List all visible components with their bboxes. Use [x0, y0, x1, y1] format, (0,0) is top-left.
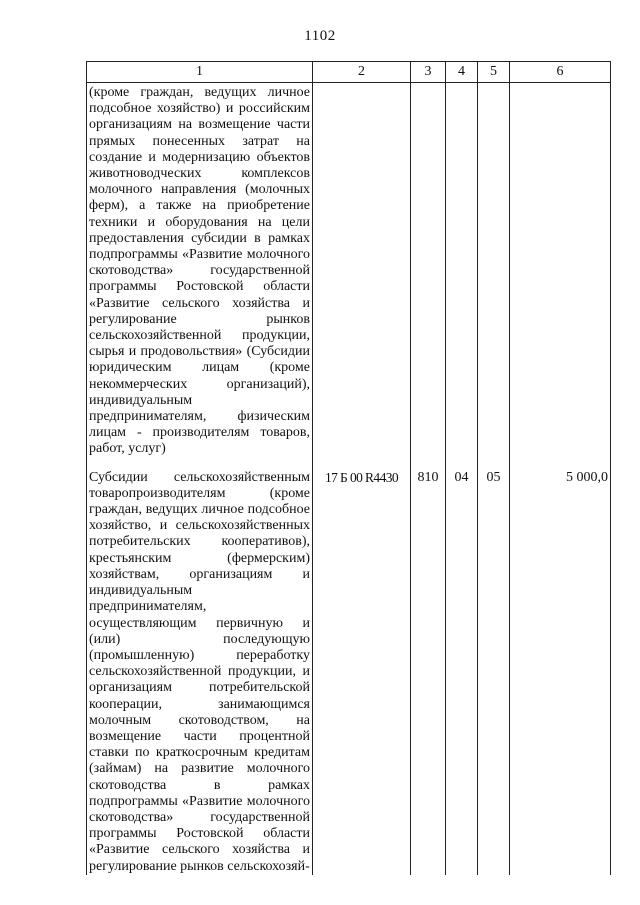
- row-description-cell: [87, 83, 313, 470]
- row-target-code: [313, 83, 411, 470]
- row-section: 04: [446, 470, 478, 875]
- budget-table: [86, 61, 611, 875]
- row-amount: 5 000,0: [510, 470, 611, 875]
- row-section: [446, 83, 478, 470]
- page-number: 1102: [304, 28, 336, 44]
- table-row: [87, 83, 611, 470]
- table-header: [87, 62, 611, 83]
- column-header-4: 4: [446, 62, 478, 83]
- column-header-2: 2: [313, 62, 411, 83]
- row-subsection: [478, 83, 510, 470]
- table-row: [87, 470, 611, 875]
- row-description-cell: [87, 470, 313, 875]
- column-header-3: 3: [411, 62, 446, 83]
- row-expense-type: [411, 83, 446, 470]
- row-target-code: 17 Б 00 R4430: [313, 470, 411, 875]
- row-expense-type: 810: [411, 470, 446, 875]
- row-subsection: 05: [478, 470, 510, 875]
- column-header-5: 5: [478, 62, 510, 83]
- row-description: Субсидии сельскохозяйственным товаропроизводителям (кроме граждан, ведущих личное подсобное хозяйство, и сельскохозяйственных потребительских кооперативов), крестьянским (фермерским) хозяйствам, организациям и индивидуальным предпринимателям, осуществляющим первичную и (или) последующую (промышленную) переработку сельскохозяйственной продукции, и организациям потребительской кооперации, занимающимся молочным скотоводством, на возмещение части процентной ставки по краткосрочным кредитам (займам) на развитие молочного скотоводства в рамках подпрограммы «Развитие молочного скотоводства» государственной программы Ростовской области «Развитие сельского хозяйства и регулирование рынков сельскохозяй-: [89, 469, 310, 874]
- row-amount: [510, 83, 611, 470]
- column-header-1: 1: [87, 62, 313, 83]
- row-description: (кроме граждан, ведущих личное подсобное хозяйство) и российским организациям на возмещение части прямых понесенных затрат на создание и модернизацию объектов животноводческих комплексов молочного направления (молочных ферм), а также на приобретение техники и оборудования на цели предоставления субсидии в рамках подпрограммы «Развитие молочного скотоводства» государственной программы Ростовской области «Развитие сельского хозяйства и регулирование рынков сельскохозяйственной продукции, сырья и продовольствия» (Субсидии юридическим лицам (кроме некоммерческих организаций), индивидуальным предпринимателям, физическим лицам - производителям товаров, работ, услуг): [89, 85, 310, 457]
- column-header-6: 6: [510, 62, 611, 83]
